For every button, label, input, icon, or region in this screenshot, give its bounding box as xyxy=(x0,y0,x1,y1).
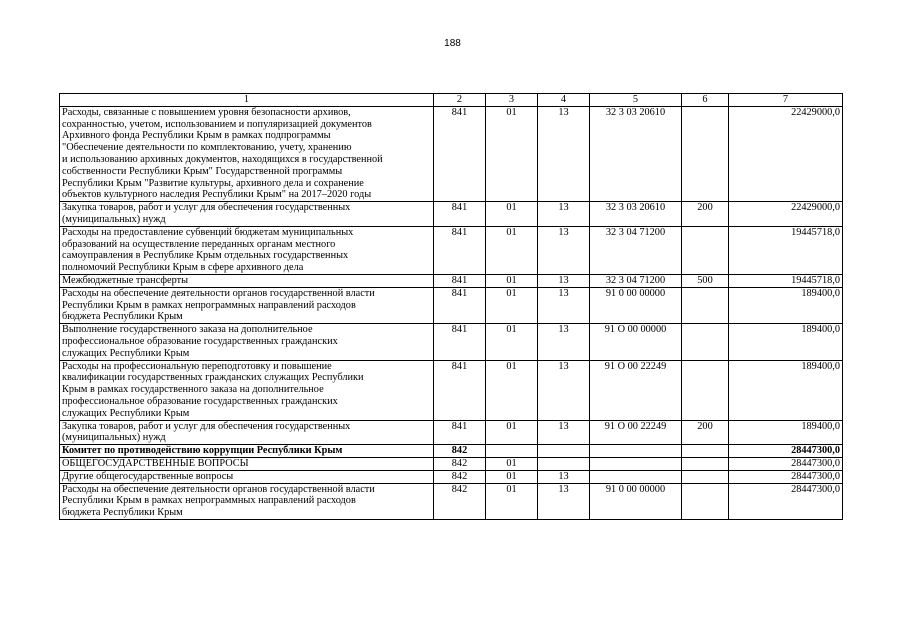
header-cell-5: 5 xyxy=(590,94,682,107)
header-row xyxy=(60,94,843,107)
row-admin-code: 841 xyxy=(434,274,486,287)
table-row xyxy=(60,274,843,287)
row-target-code xyxy=(590,470,682,483)
row-amount: 19445718,0 xyxy=(729,226,843,274)
row-section-code: 01 xyxy=(486,287,538,323)
row-target-code: 32 3 03 20610 xyxy=(590,106,682,201)
table-row xyxy=(60,360,843,420)
row-subsection-code: 13 xyxy=(538,324,590,360)
row-expense-type-code xyxy=(682,470,729,483)
row-section-code: 01 xyxy=(486,483,538,519)
row-admin-code: 841 xyxy=(434,287,486,323)
row-admin-code: 841 xyxy=(434,420,486,445)
row-target-code xyxy=(590,445,682,458)
row-section-code: 01 xyxy=(486,457,538,470)
row-description: Расходы на обеспечение деятельности органов государственной власти Республики Крым в рамках непрограммных направлений расходов бюджета Республики Крым xyxy=(60,287,434,323)
table-row xyxy=(60,202,843,227)
row-target-code: 91 0 00 00000 xyxy=(590,483,682,519)
row-expense-type-code: 200 xyxy=(682,420,729,445)
row-amount: 19445718,0 xyxy=(729,274,843,287)
row-subsection-code: 13 xyxy=(538,274,590,287)
row-expense-type-code xyxy=(682,445,729,458)
row-section-code xyxy=(486,445,538,458)
header-cell-2: 2 xyxy=(434,94,486,107)
row-expense-type-code xyxy=(682,106,729,201)
row-target-code: 32 3 04 71200 xyxy=(590,274,682,287)
row-description: Расходы, связанные с повышением уровня безопасности архивов, сохранностью, учетом, использованием и популяризацией документов Архивного фонда Республики Крым в рамках подпрограммы "Обеспечение деятельности по комплектованию, учету, хранению и использованию архивных документов, находящихся в государственной собственности Республики Крым" Государственной программы Республики Крым "Развитие культуры, архивного дела и сохранение объектов культурного наследия Республики Крым" на 2017–2020 годы xyxy=(60,106,434,201)
header-cell-1: 1 xyxy=(60,94,434,107)
row-admin-code: 841 xyxy=(434,202,486,227)
row-description: Межбюджетные трансферты xyxy=(60,274,434,287)
header-cell-6: 6 xyxy=(682,94,729,107)
table-row xyxy=(60,226,843,274)
row-subsection-code: 13 xyxy=(538,470,590,483)
header-cell-3: 3 xyxy=(486,94,538,107)
row-target-code: 91 О 00 00000 xyxy=(590,324,682,360)
row-subsection-code: 13 xyxy=(538,226,590,274)
page-number: 188 xyxy=(444,38,461,49)
row-admin-code: 841 xyxy=(434,226,486,274)
table-row xyxy=(60,457,843,470)
row-section-code: 01 xyxy=(486,226,538,274)
row-section-code: 01 xyxy=(486,324,538,360)
row-expense-type-code xyxy=(682,226,729,274)
row-description: Расходы на профессиональную переподготовку и повышение квалификации государственных гражданских служащих Республики Крым в рамках государственного заказа на дополнительное профессиональное образование государственных гражданских служащих Республики Крым xyxy=(60,360,434,420)
row-expense-type-code xyxy=(682,483,729,519)
table-row xyxy=(60,483,843,519)
row-expense-type-code xyxy=(682,287,729,323)
row-admin-code: 841 xyxy=(434,360,486,420)
row-admin-code: 841 xyxy=(434,324,486,360)
row-description: ОБЩЕГОСУДАРСТВЕННЫЕ ВОПРОСЫ xyxy=(60,457,434,470)
row-subsection-code: 13 xyxy=(538,420,590,445)
row-expense-type-code: 500 xyxy=(682,274,729,287)
row-description: Другие общегосударственные вопросы xyxy=(60,470,434,483)
table-row xyxy=(60,106,843,201)
row-target-code: 91 0 00 00000 xyxy=(590,287,682,323)
row-subsection-code xyxy=(538,457,590,470)
row-section-code: 01 xyxy=(486,360,538,420)
row-section-code: 01 xyxy=(486,106,538,201)
row-admin-code: 842 xyxy=(434,457,486,470)
row-target-code: 32 3 04 71200 xyxy=(590,226,682,274)
row-admin-code: 842 xyxy=(434,470,486,483)
row-amount: 28447300,0 xyxy=(729,470,843,483)
row-subsection-code: 13 xyxy=(538,106,590,201)
table-row xyxy=(60,420,843,445)
row-expense-type-code xyxy=(682,324,729,360)
header-cell-4: 4 xyxy=(538,94,590,107)
row-target-code: 32 3 03 20610 xyxy=(590,202,682,227)
row-expense-type-code xyxy=(682,360,729,420)
row-subsection-code: 13 xyxy=(538,287,590,323)
row-amount: 189400,0 xyxy=(729,287,843,323)
row-amount: 189400,0 xyxy=(729,420,843,445)
row-subsection-code: 13 xyxy=(538,202,590,227)
header-cell-7: 7 xyxy=(729,94,843,107)
row-subsection-code: 13 xyxy=(538,483,590,519)
row-section-code: 01 xyxy=(486,274,538,287)
row-description: Закупка товаров, работ и услуг для обеспечения государственных (муниципальных) нужд xyxy=(60,202,434,227)
budget-table xyxy=(59,93,843,520)
row-section-code: 01 xyxy=(486,202,538,227)
row-amount: 22429000,0 xyxy=(729,106,843,201)
table-row xyxy=(60,324,843,360)
row-target-code xyxy=(590,457,682,470)
row-description: Выполнение государственного заказа на дополнительное профессиональное образование государственных гражданских служащих Республики Крым xyxy=(60,324,434,360)
row-admin-code: 842 xyxy=(434,483,486,519)
table-row xyxy=(60,445,843,458)
row-amount: 28447300,0 xyxy=(729,457,843,470)
row-target-code: 91 О 00 22249 xyxy=(590,420,682,445)
row-description: Комитет по противодействию коррупции Республики Крым xyxy=(60,445,434,458)
row-amount: 28447300,0 xyxy=(729,445,843,458)
table-row xyxy=(60,470,843,483)
row-amount: 28447300,0 xyxy=(729,483,843,519)
row-amount: 189400,0 xyxy=(729,324,843,360)
row-description: Расходы на обеспечение деятельности органов государственной власти Республики Крым в рамках непрограммных направлений расходов бюджета Республики Крым xyxy=(60,483,434,519)
row-description: Расходы на предоставление субвенций бюджетам муниципальных образований на осуществление переданных органам местного самоуправления в Республике Крым отдельных государственных полномочий Республики Крым в сфере архивного дела xyxy=(60,226,434,274)
row-subsection-code: 13 xyxy=(538,360,590,420)
row-target-code: 91 О 00 22249 xyxy=(590,360,682,420)
row-amount: 189400,0 xyxy=(729,360,843,420)
row-subsection-code xyxy=(538,445,590,458)
row-admin-code: 842 xyxy=(434,445,486,458)
row-expense-type-code: 200 xyxy=(682,202,729,227)
row-section-code: 01 xyxy=(486,470,538,483)
row-description: Закупка товаров, работ и услуг для обеспечения государственных (муниципальных) нужд xyxy=(60,420,434,445)
row-section-code: 01 xyxy=(486,420,538,445)
table-row xyxy=(60,287,843,323)
row-admin-code: 841 xyxy=(434,106,486,201)
row-amount: 22429000,0 xyxy=(729,202,843,227)
row-expense-type-code xyxy=(682,457,729,470)
